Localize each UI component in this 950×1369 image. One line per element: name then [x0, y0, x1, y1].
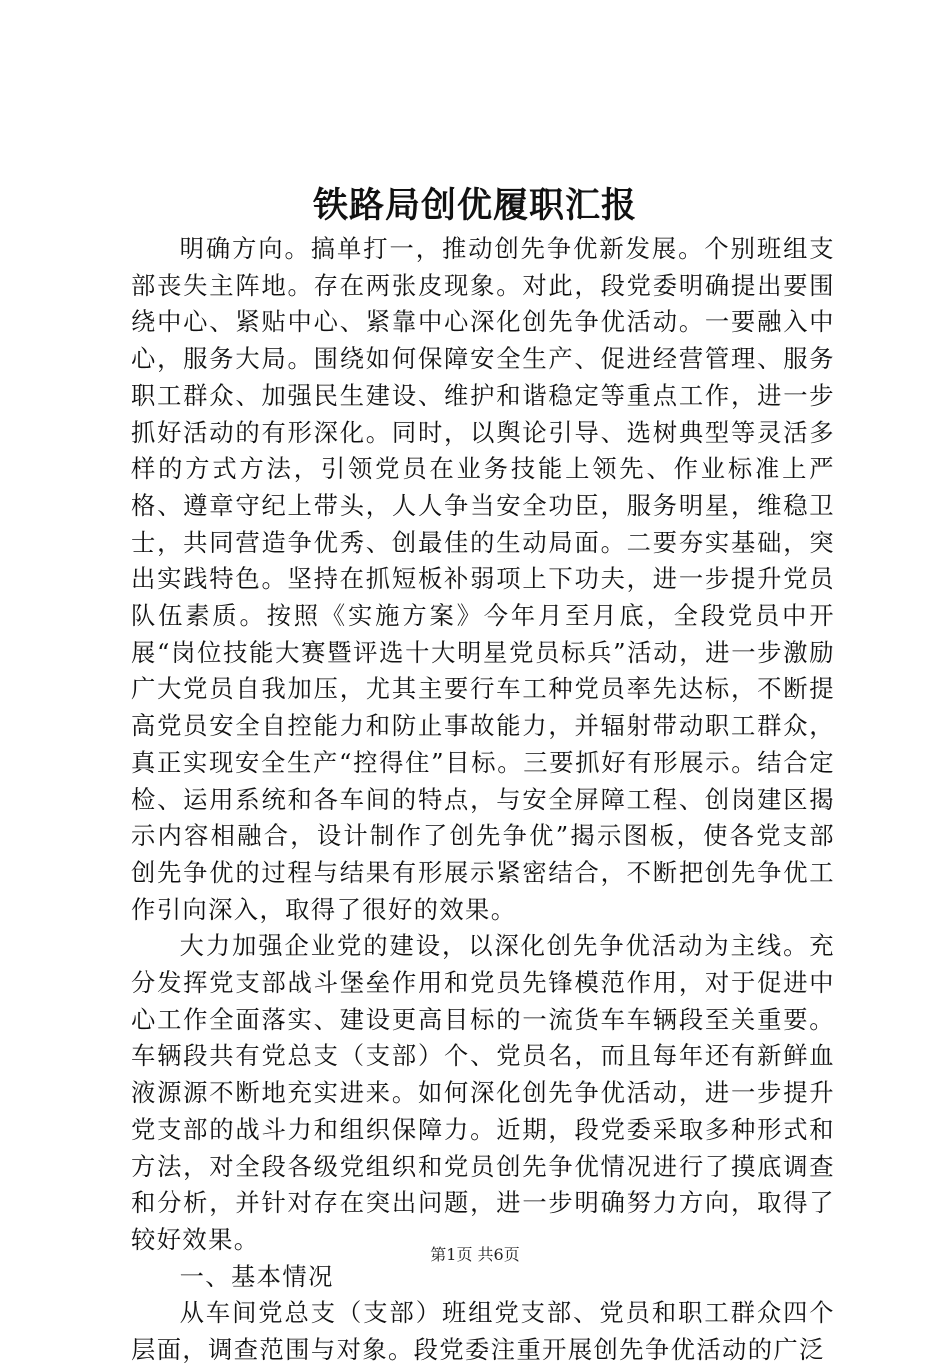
paragraph-survey: 从车间党总支（支部）班组党支部、党员和职工群众四个层面，调查范围与对象。段党委注重开展创先争优活动的广泛: [131, 1298, 835, 1365]
section-heading-basic-situation: 一、基本情况: [179, 1261, 334, 1291]
paragraph-party-building: 大力加强企业党的建设，以深化创先争优活动为主线。充分发挥党支部战斗堡垒作用和党员先锋模范作用，对于促进中心工作全面落实、建设更高目标的一流货车车辆段至关重要。车辆段共有党总支（支部）个、党员名，而且每年还有新鲜血液源源不断地充实进来。如何深化创先争优活动，进一步提升党支部的战斗力和组织保障力。近期，段党委采取多种形式和方法，对全段各级党组织和党员创先争优情况进行了摸底调查和分析，并针对存在突出问题，进一步明确努力方向，取得了较好效果。: [131, 931, 835, 1254]
page-number-footer: 第1页 共6页: [430, 1245, 520, 1264]
document-title: 铁路局创优履职汇报: [312, 185, 637, 226]
document-body: [131, 231, 835, 1369]
paragraph-direction: 明确方向。搞单打一，推动创先争优新发展。个别班组支部丧失主阵地。存在两张皮现象。对此，段党委明确提出要围绕中心、紧贴中心、紧靠中心深化创先争优活动。一要融入中心，服务大局。围绕如何保障安全生产、促进经营管理、服务职工群众、加强民生建设、维护和谐稳定等重点工作，进一步抓好活动的有形深化。同时，以舆论引导、选树典型等灵活多样的方式方法，引领党员在业务技能上领先、作业标准上严格、遵章守纪上带头，人人争当安全功臣，服务明星，维稳卫士，共同营造争优秀、创最佳的生动局面。二要夯实基础，突出实践特色。坚持在抓短板补弱项上下功夫，进一步提升党员队伍素质。按照《实施方案》今年月至月底，全段党员中开展“岗位技能大赛暨评选十大明星党员标兵”活动，进一步激励广大党员自我加压，尤其主要行车工种党员率先达标，不断提高党员安全自控能力和防止事故能力，并辐射带动职工群众，真正实现安全生产“控得住”目标。三要抓好有形展示。结合定检、运用系统和各车间的特点，与安全屏障工程、创岗建区揭示内容相融合，设计制作了创先争优”揭示图板，使各党支部创先争优的过程与结果有形展示紧密结合，不断把创先争优工作引向深入，取得了很好的效果。: [131, 234, 835, 924]
